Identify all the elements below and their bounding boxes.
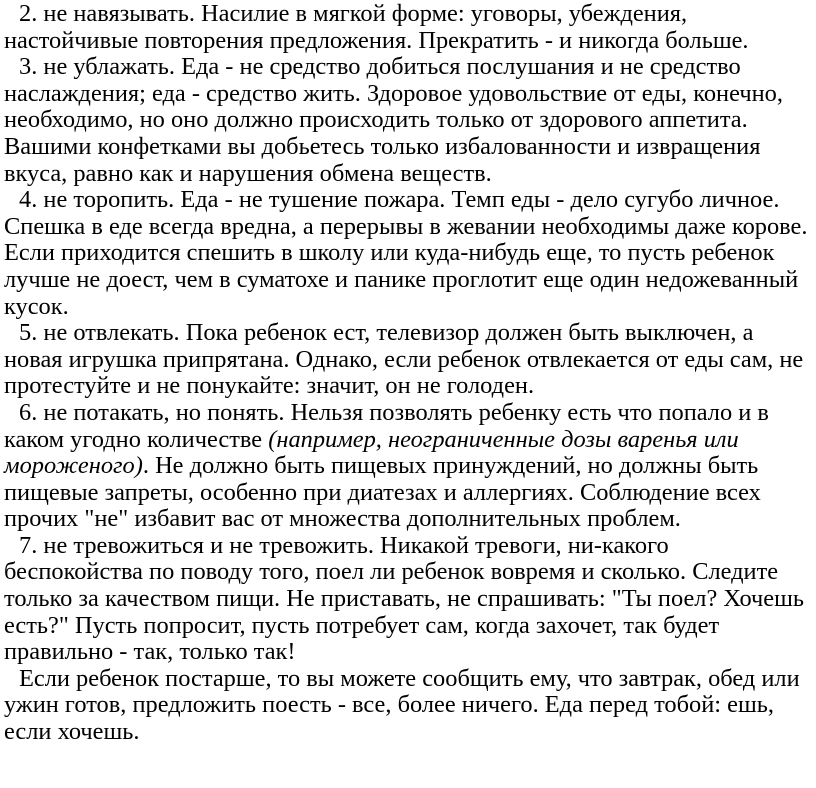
text-line: настойчивые повторения предложения. Прекратить - и никогда больше. [4, 26, 749, 54]
text-line: есть?" Пусть попросит, пусть потребует сам, когда захочет, так будет [4, 611, 720, 639]
text-line [0, 427, 816, 454]
paragraph-rule-6 [0, 400, 816, 533]
paragraph-rule-4 [0, 187, 816, 320]
text-line: новая игрушка припрятана. Однако, если ребенок отвлекается от еды сам, не [4, 345, 804, 373]
text-line: 6. не потакать, но понять. Нельзя позволять ребенку есть что попало и в [19, 398, 769, 426]
text-span: . Не должно быть пищевых принуждений, но должны быть [142, 452, 759, 480]
text-line: необходимо, но оно должно происходить только от здорового аппетита. [4, 106, 748, 134]
text-line: ужин готов, предложить поесть - все, более ничего. Еда перед тобой: ешь, [4, 691, 774, 719]
text-line: 3. не ублажать. Еда - не средство добиться послушания и не средство [19, 53, 741, 81]
text-line: лучше не доест, чем в суматохе и панике проглотит еще один недожеванный [4, 265, 799, 293]
text-line: 2. не навязывать. Насилие в мягкой форме: уговоры, убеждения, [19, 0, 688, 27]
text-line: Вашими конфетками вы добьетесь только избалованности и извращения [4, 132, 761, 160]
text-line: пищевые запреты, особенно при диатезах и аллергиях. Соблюдение всех [4, 478, 761, 506]
text-line: правильно - так, только так! [4, 638, 296, 666]
text-line: 7. не тревожиться и не тревожить. Никакой тревоги, ни-какого [19, 531, 669, 559]
text-line: наслаждения; еда - средство жить. Здоровое удовольствие от еды, конечно, [4, 79, 783, 107]
text-line: вкуса, равно как и нарушения обмена веществ. [4, 159, 492, 187]
text-line: прочих "не" избавит вас от множества дополнительных проблем. [4, 505, 681, 533]
text-line: протестуйте и не понукайте: значит, он не голоден. [4, 372, 535, 400]
text-line: только за качеством пищи. Не приставать, не спрашивать: "Ты поел? Хочешь [4, 585, 805, 613]
text-line: беспокойства по поводу того, поел ли ребенок вовремя и сколько. Следите [4, 558, 779, 586]
paragraph-rule-5 [0, 320, 816, 400]
text-span: каком угодно количестве [4, 425, 269, 453]
paragraph-rule-7 [0, 533, 816, 666]
paragraph-closing [0, 666, 816, 746]
text-line: Если приходится спешить в школу или куда-нибудь еще, то пусть ребенок [4, 239, 775, 267]
text-line: Спешка в еде всегда вредна, а перерывы в жевании необходимы даже корове. [4, 212, 808, 240]
text-line: 4. не торопить. Еда - не тушение пожара. Темп еды - дело сугубо личное. [19, 186, 780, 214]
italic-text-span: (например, неограниченные дозы варенья или [268, 425, 739, 453]
text-line: Если ребенок постарше, то вы можете сообщить ему, что завтрак, обед или [19, 664, 800, 692]
text-line [0, 453, 816, 480]
document-text [0, 1, 816, 746]
text-line: если хочешь. [4, 718, 140, 746]
text-line: кусок. [4, 292, 69, 320]
italic-text-span: мороженого) [4, 452, 143, 480]
paragraph-rule-3 [0, 54, 816, 187]
paragraph-rule-2 [0, 1, 816, 54]
text-line: 5. не отвлекать. Пока ребенок ест, телевизор должен быть выключен, а [19, 319, 754, 347]
